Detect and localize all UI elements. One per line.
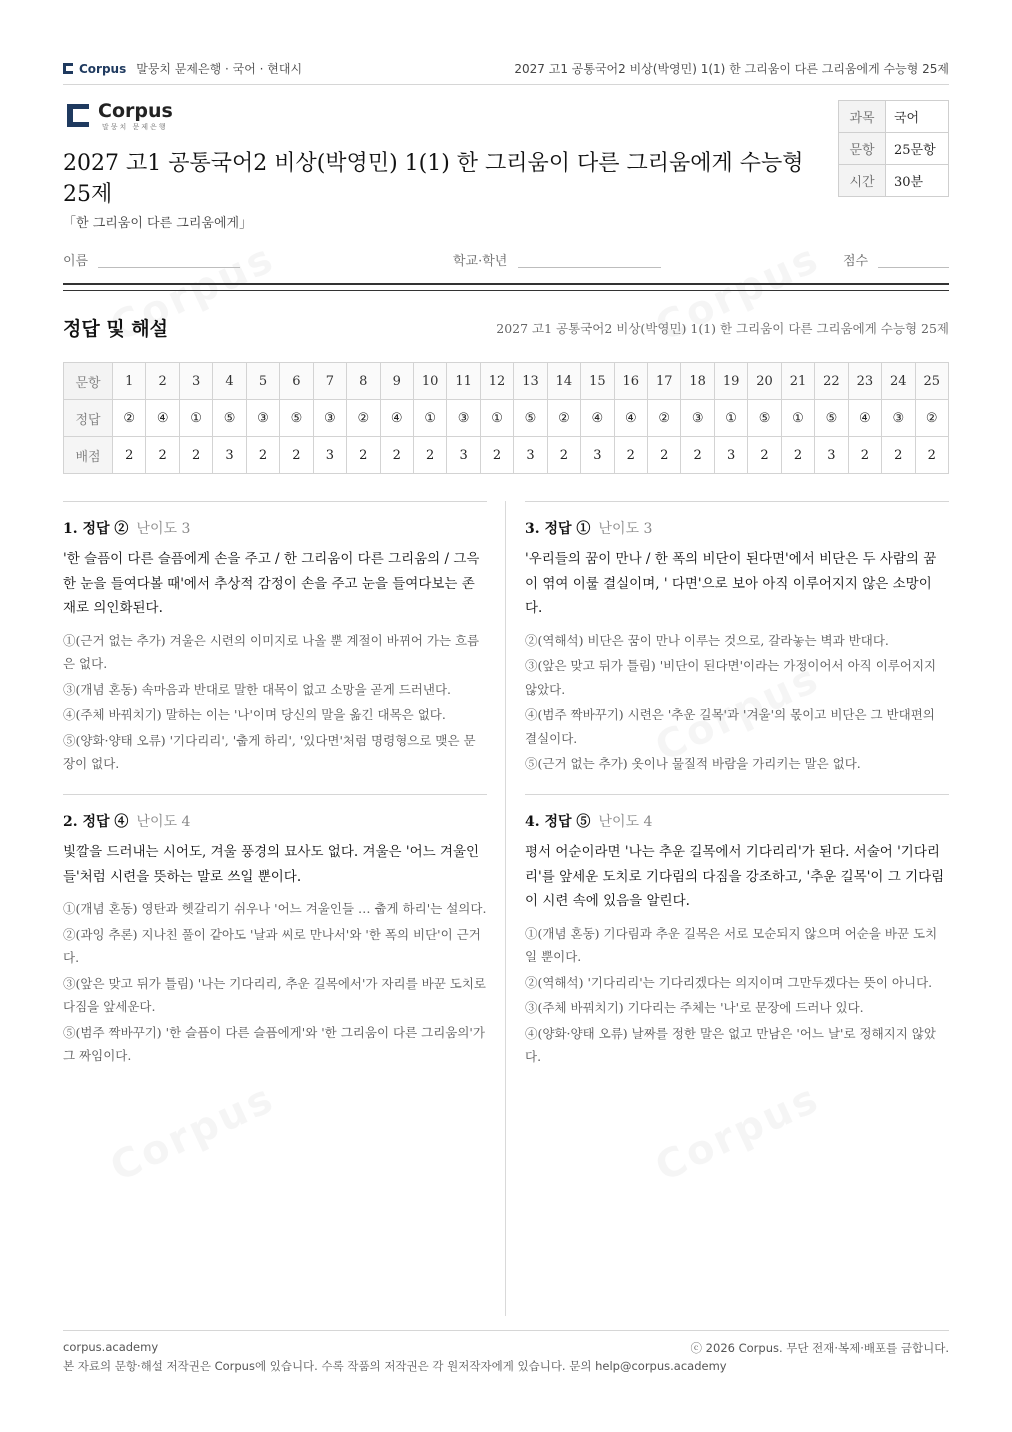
points-cell: 2 bbox=[915, 437, 949, 474]
points-cell: 2 bbox=[413, 437, 446, 474]
question-number: 19 bbox=[714, 363, 747, 400]
points-cell: 2 bbox=[179, 437, 212, 474]
row-label: 문항 bbox=[64, 363, 113, 400]
points-cell: 2 bbox=[480, 437, 513, 474]
option-note: ②(역해석) 비단은 꿈이 만나 이루는 것으로, 갈라놓는 벽과 반대다. bbox=[525, 632, 889, 648]
option-note: ④(양화·양태 오류) 날짜를 정한 말은 없고 만남은 '어느 날'로 정해지지 않았다. bbox=[525, 1025, 936, 1064]
question-number: 13 bbox=[514, 363, 547, 400]
explanation-lead: 빛깔을 드러내는 시어도, 겨울 풍경의 묘사도 없다. 겨울은 '어느 겨울인들'처럼 시련을 뜻하는 말로 쓰일 뿐이다. bbox=[63, 844, 480, 885]
answer-cell: ③ bbox=[681, 400, 714, 437]
corpus-logo-icon bbox=[67, 104, 89, 127]
answer-cell: ③ bbox=[246, 400, 279, 437]
question-number: 6 bbox=[280, 363, 313, 400]
answer-cell: ① bbox=[781, 400, 814, 437]
question-number: 17 bbox=[648, 363, 681, 400]
answer-cell: ① bbox=[413, 400, 446, 437]
watermark bbox=[649, 1075, 827, 1191]
page-title: 2027 고1 공통국어2 비상(박영민) 1(1) 한 그리움이 다른 그리움에게 수능형 25제 bbox=[63, 151, 804, 207]
logo-word: Corpus bbox=[98, 100, 173, 122]
answer-cell: ⑤ bbox=[280, 400, 313, 437]
answer-cell: ⑤ bbox=[514, 400, 547, 437]
divider bbox=[63, 283, 949, 291]
points-cell: 2 bbox=[681, 437, 714, 474]
answer-cell: ⑤ bbox=[213, 400, 246, 437]
answer-cell: ③ bbox=[313, 400, 346, 437]
explanation-3 bbox=[525, 501, 949, 778]
answer-table bbox=[63, 362, 949, 474]
name-field[interactable] bbox=[98, 267, 240, 268]
header-doc-title: 2027 고1 공통국어2 비상(박영민) 1(1) 한 그리움이 다른 그리움에게 수능형 25제 bbox=[514, 62, 949, 76]
answer-cell: ⑤ bbox=[815, 400, 848, 437]
difficulty: 난이도 3 bbox=[598, 521, 653, 537]
section-subtitle: 2027 고1 공통국어2 비상(박영민) 1(1) 한 그리움이 다른 그리움에게 수능형 25제 bbox=[496, 321, 949, 336]
option-note: ⑤(양화·양태 오류) '기다리리', '춥게 하리', '있다면'처럼 명령형으로 맺은 문장이 없다. bbox=[63, 732, 476, 771]
points-cell: 2 bbox=[380, 437, 413, 474]
points-cell: 2 bbox=[246, 437, 279, 474]
column-divider bbox=[505, 501, 506, 1316]
difficulty: 난이도 4 bbox=[136, 814, 191, 830]
points-cell: 3 bbox=[313, 437, 346, 474]
points-cell: 2 bbox=[748, 437, 781, 474]
poem-title: 「한 그리움이 다른 그리움에게」 bbox=[63, 216, 253, 231]
answer-cell: ② bbox=[648, 400, 681, 437]
question-number: 18 bbox=[681, 363, 714, 400]
answer-cell: ② bbox=[915, 400, 949, 437]
option-note: ⑤(근거 없는 추가) 옷이나 물질적 바람을 가리키는 말은 없다. bbox=[525, 756, 861, 771]
answer-cell: ④ bbox=[581, 400, 614, 437]
answer-cell: ① bbox=[179, 400, 212, 437]
watermark bbox=[104, 1075, 282, 1191]
question-number: 1 bbox=[113, 363, 146, 400]
info-key: 시간 bbox=[839, 165, 886, 197]
name-label: 이름 bbox=[63, 254, 89, 269]
question-number: 20 bbox=[748, 363, 781, 400]
points-cell: 3 bbox=[714, 437, 747, 474]
question-number: 5 bbox=[246, 363, 279, 400]
answer-cell: ④ bbox=[848, 400, 881, 437]
explanation-2 bbox=[63, 794, 487, 1070]
question-number: 9 bbox=[380, 363, 413, 400]
footer-copyright: ⓒ 2026 Corpus. 무단 전재·복제·배포를 금합니다. bbox=[690, 1341, 949, 1355]
question-number: 3 bbox=[179, 363, 212, 400]
exam-info-box bbox=[838, 100, 949, 197]
answer-cell: ② bbox=[347, 400, 380, 437]
explanation-1 bbox=[63, 501, 487, 778]
points-cell: 3 bbox=[447, 437, 480, 474]
answer-cell: ① bbox=[714, 400, 747, 437]
points-cell: 2 bbox=[648, 437, 681, 474]
info-value: 25문항 bbox=[886, 133, 949, 165]
footer-divider bbox=[63, 1330, 949, 1331]
info-value: 30분 bbox=[886, 165, 949, 197]
answer-heading: 3. 정답 ① bbox=[525, 521, 591, 537]
explanation-4 bbox=[525, 794, 949, 1071]
points-cell: 2 bbox=[280, 437, 313, 474]
running-header bbox=[63, 58, 949, 85]
info-key: 문항 bbox=[839, 133, 886, 165]
difficulty: 난이도 3 bbox=[136, 521, 191, 537]
option-note: ①(개념 혼동) 영탄과 헷갈리기 쉬우나 '어느 겨울인들 … 춥게 하리'는 설의다. bbox=[63, 901, 487, 916]
answer-cell: ④ bbox=[380, 400, 413, 437]
points-cell: 2 bbox=[146, 437, 179, 474]
option-note: ⑤(범주 짝바꾸기) '한 슬픔이 다른 슬픔에게'와 '한 그리움이 다른 그리움의'가 그 짜임이다. bbox=[63, 1024, 485, 1063]
option-note: ④(주체 바꿔치기) 말하는 이는 '나'이며 당신의 말을 옮긴 대목은 없다. bbox=[63, 707, 446, 722]
answer-cell: ② bbox=[547, 400, 580, 437]
explanation-lead: 평서 어순이라면 '나는 추운 길목에서 기다리리'가 된다. 서술어 '기다리리'를 앞세운 도치로 기다림의 다짐을 강조하고, '추운 길목'이 그 기다림이 시련 속에 있음을 알린다. bbox=[525, 844, 945, 909]
score-label: 점수 bbox=[843, 254, 869, 269]
answer-cell: ④ bbox=[614, 400, 647, 437]
option-note: ③(앞은 맞고 뒤가 틀림) '비단이 된다면'이라는 가정이어서 아직 이루어지지 않았다. bbox=[525, 658, 937, 697]
question-number: 23 bbox=[848, 363, 881, 400]
explanation-lead: '우리들의 꿈이 만나 / 한 폭의 비단이 된다면'에서 비단은 두 사람의 꿈이 엮여 이룰 결실이며, ' 다면'으로 보아 아직 이루어지지 않은 소망이다. bbox=[525, 551, 937, 616]
answer-cell: ③ bbox=[447, 400, 480, 437]
school-field[interactable] bbox=[518, 267, 661, 268]
question-number: 22 bbox=[815, 363, 848, 400]
points-cell: 3 bbox=[581, 437, 614, 474]
points-cell: 2 bbox=[882, 437, 915, 474]
header-breadcrumb: 말뭉치 문제은행 · 국어 · 현대시 bbox=[136, 62, 303, 76]
points-cell: 2 bbox=[781, 437, 814, 474]
row-label: 정답 bbox=[64, 400, 113, 437]
footer-site-link[interactable]: corpus.academy bbox=[63, 1340, 159, 1354]
answer-cell: ② bbox=[113, 400, 146, 437]
points-cell: 2 bbox=[113, 437, 146, 474]
question-number: 2 bbox=[146, 363, 179, 400]
option-note: ③(주체 바꿔치기) 기다리는 주체는 '나'로 문장에 드러나 있다. bbox=[525, 1000, 864, 1015]
info-value: 국어 bbox=[886, 101, 949, 133]
question-number: 4 bbox=[213, 363, 246, 400]
question-number: 24 bbox=[882, 363, 915, 400]
question-number: 7 bbox=[313, 363, 346, 400]
points-cell: 2 bbox=[547, 437, 580, 474]
question-number: 16 bbox=[614, 363, 647, 400]
corpus-logo-icon bbox=[63, 63, 73, 74]
explanation-lead: '한 슬픔이 다른 슬픔에게 손을 주고 / 한 그리움이 다른 그리움의 / 그윽한 눈을 들여다볼 때'에서 추상적 감정이 손을 주고 눈을 들여다보는 존재로 의인화된다. bbox=[63, 551, 480, 616]
points-cell: 3 bbox=[213, 437, 246, 474]
option-note: ①(개념 혼동) 기다림과 추운 길목은 서로 모순되지 않으며 어순을 바꾼 도치일 뿐이다. bbox=[525, 925, 938, 964]
info-key: 과목 bbox=[839, 101, 886, 133]
footer-notice: 본 자료의 문항·해설 저작권은 Corpus에 있습니다. 수록 작품의 저작권은 각 원저작자에게 있습니다. 문의 help@corpus.academy bbox=[63, 1359, 727, 1373]
question-number: 11 bbox=[447, 363, 480, 400]
row-label: 배점 bbox=[64, 437, 113, 474]
answer-heading: 1. 정답 ② bbox=[63, 521, 129, 537]
option-note: ②(과잉 추론) 지나친 풀이 같아도 '날과 씨로 만나서'와 '한 폭의 비단'이 근거다. bbox=[63, 926, 481, 965]
answer-cell: ④ bbox=[146, 400, 179, 437]
score-field[interactable] bbox=[878, 267, 949, 268]
question-number: 8 bbox=[347, 363, 380, 400]
answer-cell: ① bbox=[480, 400, 513, 437]
question-number: 10 bbox=[413, 363, 446, 400]
points-cell: 2 bbox=[848, 437, 881, 474]
logo-subtitle: 말뭉치 문제은행 bbox=[102, 123, 168, 131]
question-number: 25 bbox=[915, 363, 949, 400]
question-number: 12 bbox=[480, 363, 513, 400]
points-cell: 3 bbox=[815, 437, 848, 474]
option-note: ③(개념 혼동) 속마음과 반대로 말한 대목이 없고 소망을 곧게 드러낸다. bbox=[63, 681, 452, 697]
school-label: 학교·학년 bbox=[453, 254, 508, 269]
answer-cell: ③ bbox=[882, 400, 915, 437]
answer-cell: ⑤ bbox=[748, 400, 781, 437]
option-note: ①(근거 없는 추가) 겨울은 시련의 이미지로 나올 뿐 계절이 바뀌어 가는 흐름은 없다. bbox=[63, 632, 480, 671]
difficulty: 난이도 4 bbox=[598, 814, 653, 830]
header-brand: Corpus bbox=[79, 61, 127, 76]
question-number: 15 bbox=[581, 363, 614, 400]
question-number: 14 bbox=[547, 363, 580, 400]
answer-heading: 4. 정답 ⑤ bbox=[525, 814, 591, 830]
option-note: ③(앞은 맞고 뒤가 틀림) '나는 기다리리, 추운 길목에서'가 자리를 바꾼 도치로 다짐을 앞세운다. bbox=[63, 975, 487, 1014]
points-cell: 2 bbox=[614, 437, 647, 474]
points-cell: 3 bbox=[514, 437, 547, 474]
option-note: ②(역해석) '기다리리'는 기다리겠다는 의지이며 그만두겠다는 뜻이 아니다. bbox=[525, 974, 933, 990]
question-number: 21 bbox=[781, 363, 814, 400]
option-note: ④(범주 짝바꾸기) 시련은 '추운 길목'과 '겨울'의 몫이고 비단은 그 반대편의 결실이다. bbox=[525, 707, 935, 746]
points-cell: 2 bbox=[347, 437, 380, 474]
answer-heading: 2. 정답 ④ bbox=[63, 814, 129, 830]
section-title: 정답 및 해설 bbox=[63, 318, 168, 340]
